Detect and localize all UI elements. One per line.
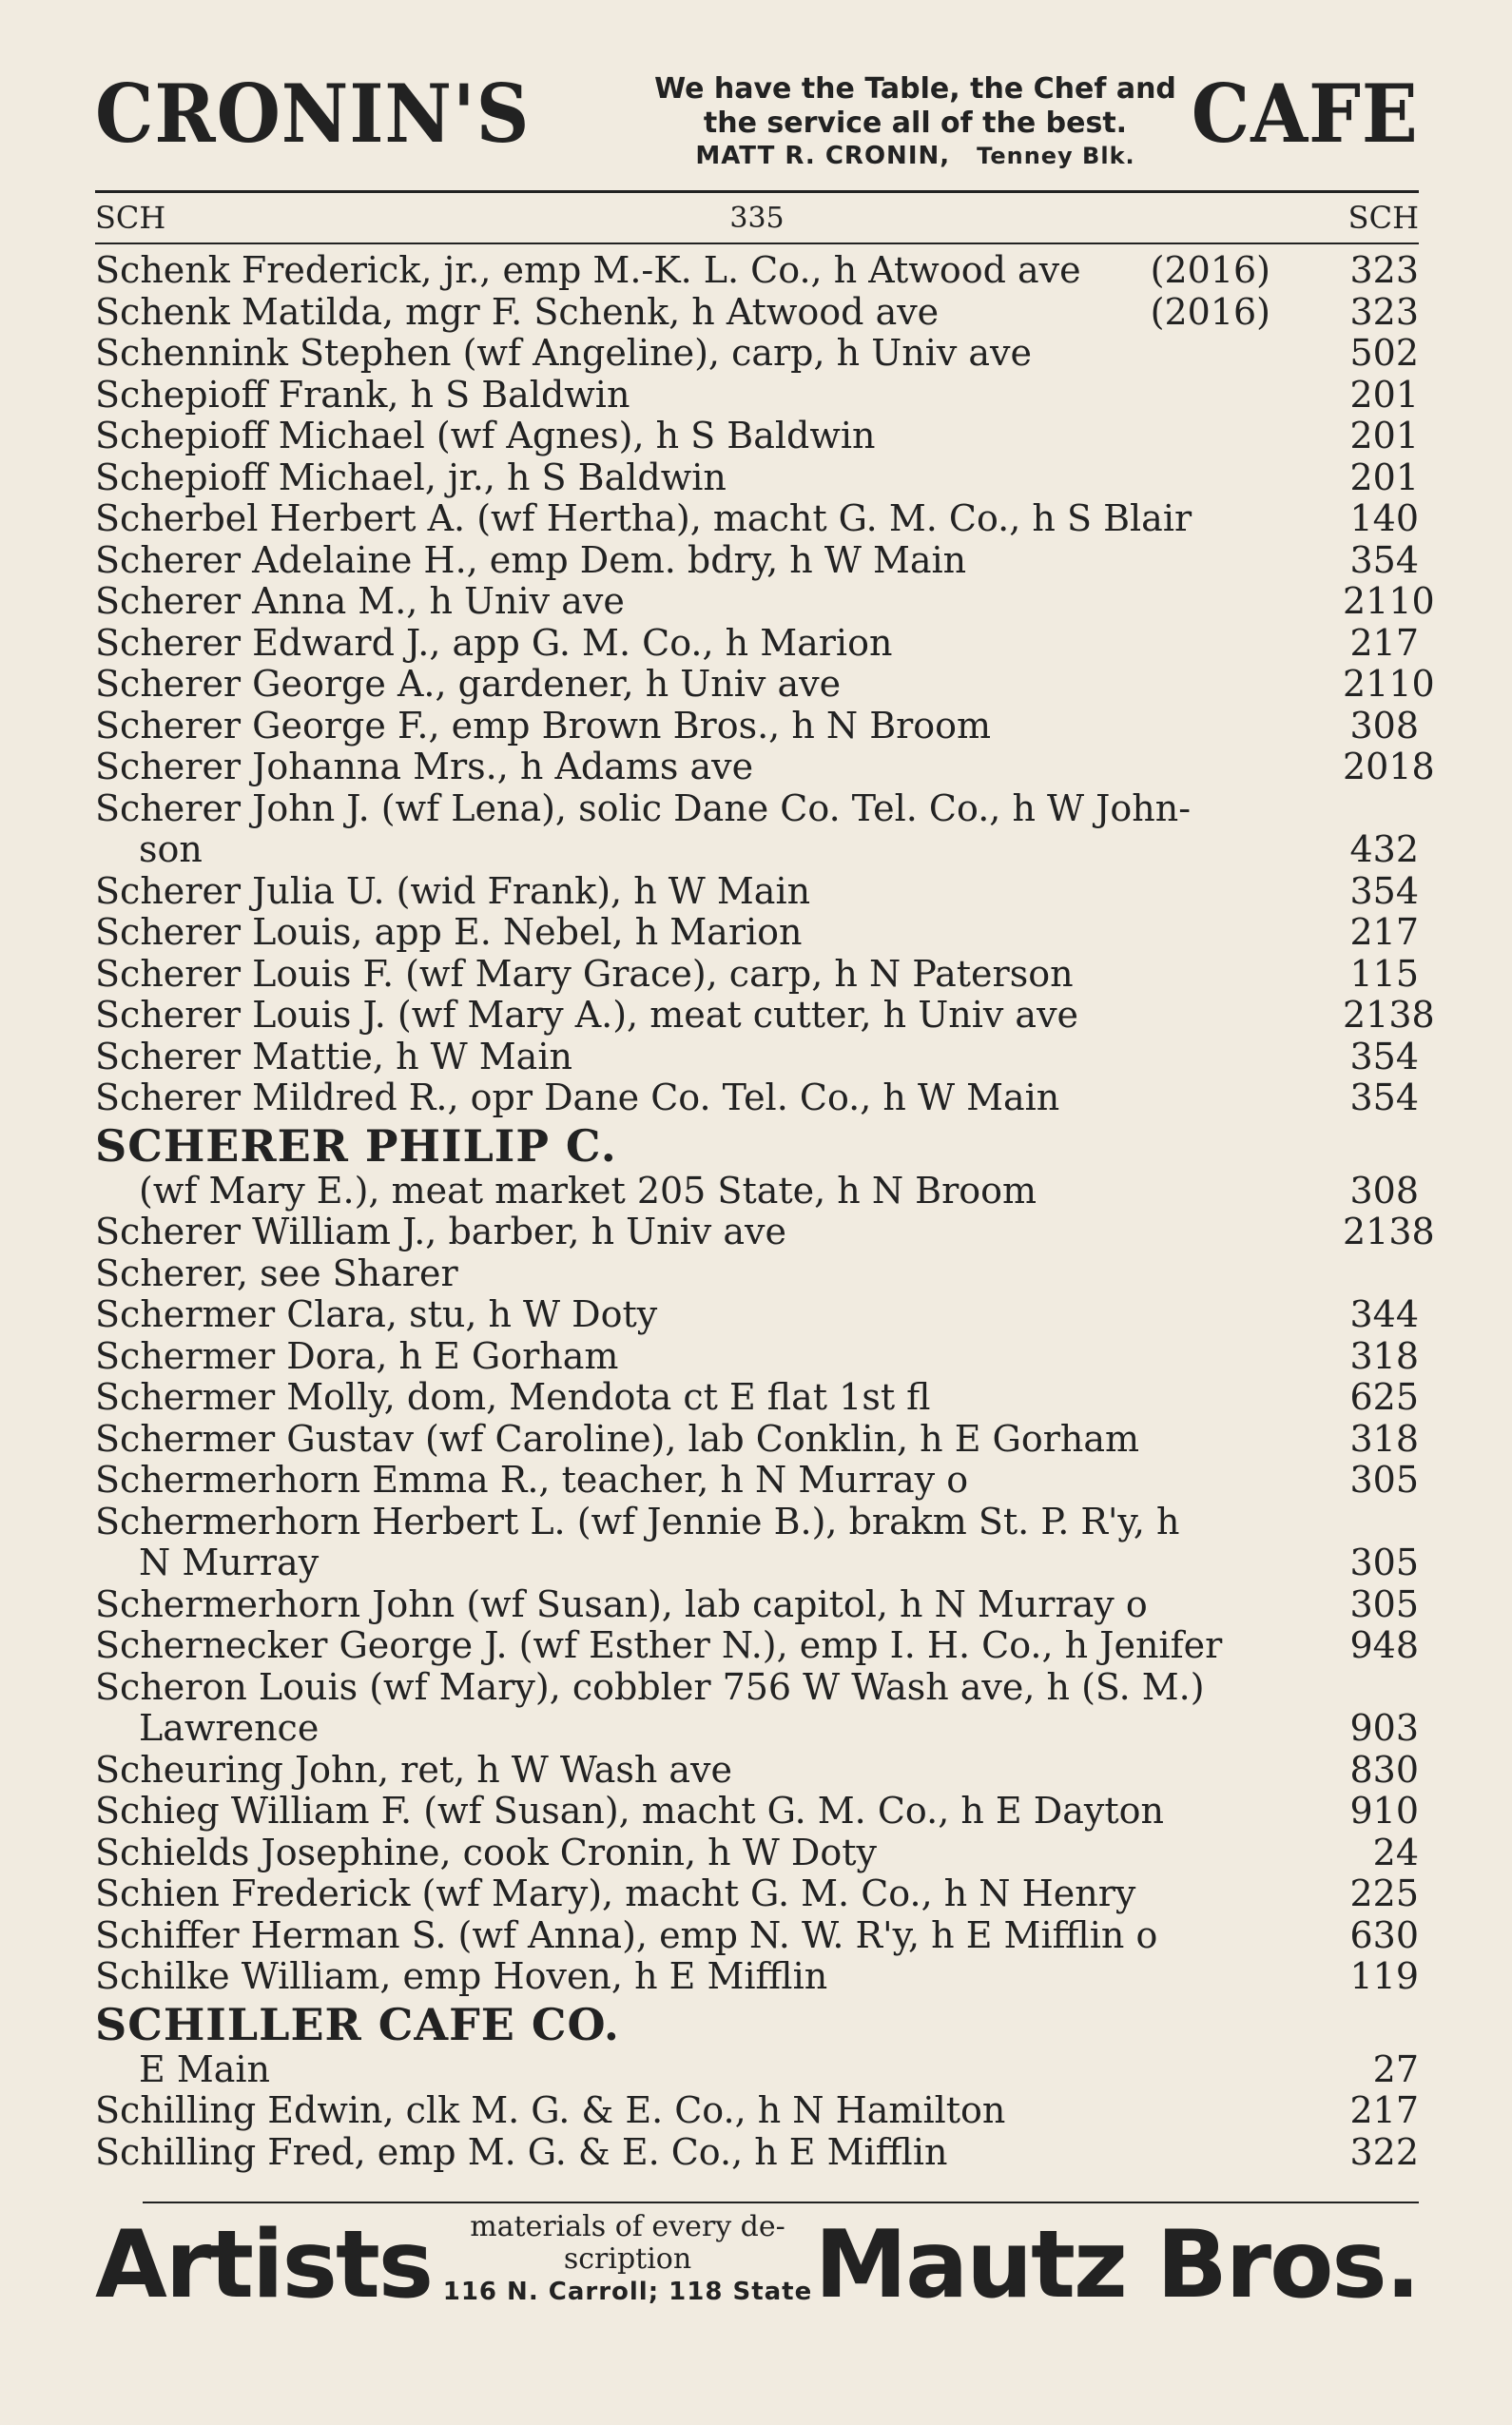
top-advertisement — [95, 67, 1419, 190]
ad-bottom-line-2: scription — [563, 2242, 692, 2276]
ad-bottom-right-word: Mautz Bros. — [814, 2211, 1419, 2319]
entry-text: Schepioff Frank, h S Baldwin — [95, 374, 630, 416]
entry-number: 903 — [1349, 1707, 1419, 1749]
ad-top-proprietor: MATT R. CRONIN, — [695, 142, 951, 170]
entry-text: Scherer, see Sharer — [95, 1252, 458, 1294]
entry-text: Scherer John J. (wf Lena), solic Dane Co. Tel. Co., h W John- — [95, 787, 1192, 829]
entry-text: Schepioff Michael (wf Agnes), h S Baldwin — [95, 416, 876, 456]
directory-entry — [95, 1336, 1419, 1378]
directory-entry — [95, 250, 1419, 292]
directory-entry — [95, 540, 1419, 582]
directory-listing — [95, 249, 1435, 2173]
entry-number: 201 — [1349, 456, 1419, 498]
directory-entry — [95, 1077, 1419, 1119]
entry-street-number: (2016) — [1150, 290, 1270, 333]
directory-entry — [95, 333, 1419, 375]
entry-text: Schiffer Herman S. (wf Anna), emp N. W. R'y, h E Mifflin o — [95, 1914, 1158, 1956]
directory-entry — [95, 746, 1435, 788]
entry-text: Schernecker George J. (wf Esther N.), emp I. H. Co., h Jenifer — [95, 1625, 1223, 1666]
entry-continuation — [95, 1542, 1419, 1584]
entry-number: 308 — [1349, 704, 1419, 747]
directory-entry — [95, 1419, 1419, 1461]
directory-entry — [95, 994, 1435, 1037]
entry-continuation — [95, 2049, 1419, 2091]
directory-entry — [95, 1956, 1419, 1998]
entry-text: Schilke William, emp Hoven, h E Mifflin — [95, 1956, 828, 1997]
entry-text: Schenk Matilda, mgr F. Schenk, h Atwood ave — [95, 291, 940, 333]
entry-number: 948 — [1349, 1624, 1419, 1666]
entry-number: 305 — [1349, 1459, 1419, 1501]
entry-number: 305 — [1349, 1582, 1419, 1625]
directory-entry — [95, 1037, 1419, 1078]
entry-text: Schien Frederick (wf Mary), macht G. M. Co., h N Henry — [95, 1873, 1136, 1914]
entry-number: 2138 — [1343, 1211, 1435, 1252]
ad-top-right-word: CAFE — [1192, 67, 1419, 161]
entry-text: Schermerhorn Herbert L. (wf Jennie B.), brakm St. P. R'y, h — [95, 1501, 1180, 1542]
directory-entry — [95, 457, 1419, 499]
entry-text: Schermer Dora, h E Gorham — [95, 1335, 619, 1377]
directory-entry — [95, 788, 1419, 830]
entry-text: Scheron Louis (wf Mary), cobbler 756 W Wash ave, h (S. M.) — [95, 1666, 1205, 1708]
entry-number: 323 — [1349, 290, 1419, 333]
entry-text: Scherer George F., emp Brown Bros., h N Broom — [95, 705, 992, 747]
entry-street-number: (2016) — [1150, 249, 1270, 291]
entry-text: Scherer Louis J. (wf Mary A.), meat cutter, h Univ ave — [95, 995, 1079, 1036]
header-right-key: SCH — [1347, 200, 1419, 236]
directory-entry — [95, 1502, 1419, 1543]
entry-text: Schields Josephine, cook Cronin, h W Doty — [95, 1832, 877, 1873]
directory-entry — [95, 1915, 1419, 1957]
entry-text: Scherer Louis F. (wf Mary Grace), carp, h N Paterson — [95, 953, 1074, 995]
entry-text: Scherer Louis, app E. Nebel, h Marion — [95, 912, 803, 953]
entry-text: Scherbel Herbert A. (wf Hertha), macht G. M. Co., h S Blair — [95, 498, 1192, 539]
footer-rule — [143, 2202, 1419, 2203]
directory-entry — [95, 1377, 1419, 1419]
entry-text: Schermer Clara, stu, h W Doty — [95, 1294, 658, 1335]
entry-number: 432 — [1349, 828, 1419, 870]
entry-continuation — [95, 1171, 1419, 1212]
entry-text: Schieg William F. (wf Susan), macht G. M. Co., h E Dayton — [95, 1791, 1164, 1832]
entry-text: Scherer Edward J., app G. M. Co., h Marion — [95, 622, 893, 664]
directory-entry — [95, 1750, 1419, 1792]
entry-text: Schermer Gustav (wf Caroline), lab Conklin, h E Gorham — [95, 1418, 1140, 1460]
entry-text: Schenk Frederick, jr., emp M.-K. L. Co., h Atwood ave — [95, 250, 1081, 291]
ad-top-line-1: We have the Table, the Chef and — [654, 72, 1176, 106]
entry-text: Schermer Molly, dom, Mendota ct E flat 1st fl — [95, 1377, 931, 1418]
directory-entry — [95, 1460, 1419, 1502]
entry-number: 630 — [1349, 1913, 1419, 1956]
entry-text: Schilling Fred, emp M. G. & E. Co., h E Mifflin — [95, 2131, 948, 2173]
ad-bottom-slogan — [418, 2211, 837, 2308]
directory-entry — [95, 1294, 1419, 1336]
entry-number: 354 — [1349, 1035, 1419, 1077]
entry-number: 2110 — [1343, 580, 1435, 622]
entry-number: 201 — [1349, 373, 1419, 416]
entry-number: 322 — [1349, 2130, 1419, 2173]
header-left-key: SCH — [95, 200, 166, 236]
ad-bottom-address: 116 N. Carroll; 118 State — [442, 2278, 813, 2306]
ad-bottom-line-1: materials of every de- — [470, 2210, 785, 2243]
directory-entry — [95, 1584, 1419, 1626]
entry-number: 119 — [1349, 1955, 1419, 1997]
entry-number: 24 — [1372, 1831, 1419, 1873]
ad-top-slogan — [585, 72, 1246, 171]
entry-number: 354 — [1349, 1077, 1419, 1118]
directory-page — [95, 67, 1435, 2173]
ad-top-line-2: the service all of the best. — [703, 107, 1128, 140]
entry-text: Schilling Edwin, clk M. G. & E. Co., h N Hamilton — [95, 2090, 1006, 2131]
entry-text: Scherer Johanna Mrs., h Adams ave — [95, 747, 754, 787]
directory-entry — [95, 1833, 1419, 1874]
entry-number: 625 — [1349, 1376, 1419, 1418]
entry-number: 201 — [1349, 415, 1419, 456]
ad-bottom-left-word: Artists — [95, 2211, 433, 2319]
directory-entry — [95, 1253, 1419, 1295]
entry-continuation — [95, 829, 1419, 871]
entry-number: 27 — [1372, 2047, 1419, 2090]
directory-entry — [95, 498, 1419, 540]
entry-text: SCHERER PHILIP C. — [95, 1120, 617, 1171]
directory-entry — [95, 912, 1419, 954]
entry-text: SCHILLER CAFE CO. — [95, 1999, 620, 2049]
directory-entry — [95, 706, 1419, 747]
directory-entry — [95, 954, 1419, 996]
directory-entry — [95, 1791, 1419, 1833]
entry-text: Schermerhorn Emma R., teacher, h N Murray o — [95, 1460, 969, 1501]
entry-text: Scherer Anna M., h Univ ave — [95, 581, 625, 622]
entry-number: 217 — [1349, 2089, 1419, 2131]
entry-text: E Main — [139, 2048, 271, 2090]
entry-text: Scherer Mattie, h W Main — [95, 1036, 572, 1077]
ad-top-line-3 — [585, 141, 1246, 171]
directory-entry — [95, 2090, 1419, 2132]
page-number: 335 — [729, 201, 785, 235]
entry-number: 502 — [1349, 332, 1419, 374]
entry-number: 2138 — [1343, 994, 1435, 1036]
entry-text: Schepioff Michael, jr., h S Baldwin — [95, 456, 727, 498]
entry-number: 217 — [1349, 621, 1419, 664]
entry-text: Scherer Julia U. (wid Frank), h W Main — [95, 870, 811, 912]
entry-number: 140 — [1349, 497, 1419, 539]
entry-number: 323 — [1349, 249, 1419, 291]
directory-entry — [95, 1667, 1419, 1709]
entry-text: Schermerhorn John (wf Susan), lab capitol, h N Murray o — [95, 1583, 1148, 1625]
entry-continuation — [95, 1708, 1419, 1750]
entry-text: (wf Mary E.), meat market 205 State, h N Broom — [139, 1170, 1037, 1212]
directory-entry — [95, 416, 1419, 457]
directory-entry — [95, 663, 1435, 706]
entry-text: Schennink Stephen (wf Angeline), carp, h Univ ave — [95, 333, 1033, 374]
directory-entry — [95, 1625, 1419, 1667]
directory-entry — [95, 623, 1419, 665]
directory-entry — [95, 1873, 1419, 1915]
entry-number: 354 — [1349, 869, 1419, 912]
bottom-advertisement — [95, 2202, 1419, 2319]
directory-entry — [95, 292, 1419, 334]
ad-top-address: Tenney Blk. — [977, 143, 1135, 169]
directory-entry — [95, 580, 1435, 623]
entry-text: Scherer Mildred R., opr Dane Co. Tel. Co., h W Main — [95, 1077, 1060, 1118]
directory-entry — [95, 871, 1419, 913]
entry-text: Scherer George A., gardener, h Univ ave — [95, 664, 842, 705]
entry-number: 217 — [1349, 911, 1419, 953]
directory-entry — [95, 2132, 1419, 2174]
entry-number: 354 — [1349, 538, 1419, 581]
business-heading — [95, 1119, 1419, 1171]
entry-number: 318 — [1349, 1417, 1419, 1460]
header-rule-bottom — [95, 242, 1419, 244]
entry-number: 2018 — [1343, 746, 1435, 787]
directory-entry — [95, 1211, 1435, 1253]
entry-text: N Murray — [139, 1542, 320, 1583]
entry-number: 344 — [1349, 1293, 1419, 1335]
business-heading — [95, 1998, 1419, 2049]
entry-number: 830 — [1349, 1748, 1419, 1791]
entry-number: 225 — [1349, 1872, 1419, 1914]
ad-top-left-word: CRONIN'S — [95, 67, 531, 161]
entry-text: Scherer William J., barber, h Univ ave — [95, 1212, 786, 1252]
entry-number: 318 — [1349, 1334, 1419, 1377]
directory-entry — [95, 375, 1419, 417]
entry-text: son — [139, 829, 203, 870]
entry-number: 305 — [1349, 1542, 1419, 1583]
entry-text: Scheuring John, ret, h W Wash ave — [95, 1749, 733, 1791]
entry-number: 115 — [1349, 952, 1419, 995]
entry-number: 308 — [1349, 1169, 1419, 1212]
entry-number: 2110 — [1343, 663, 1435, 705]
entry-number: 910 — [1349, 1790, 1419, 1832]
entry-text: Scherer Adelaine H., emp Dem. bdry, h W Main — [95, 539, 967, 581]
entry-text: Lawrence — [139, 1708, 320, 1749]
page-header — [95, 193, 1419, 242]
